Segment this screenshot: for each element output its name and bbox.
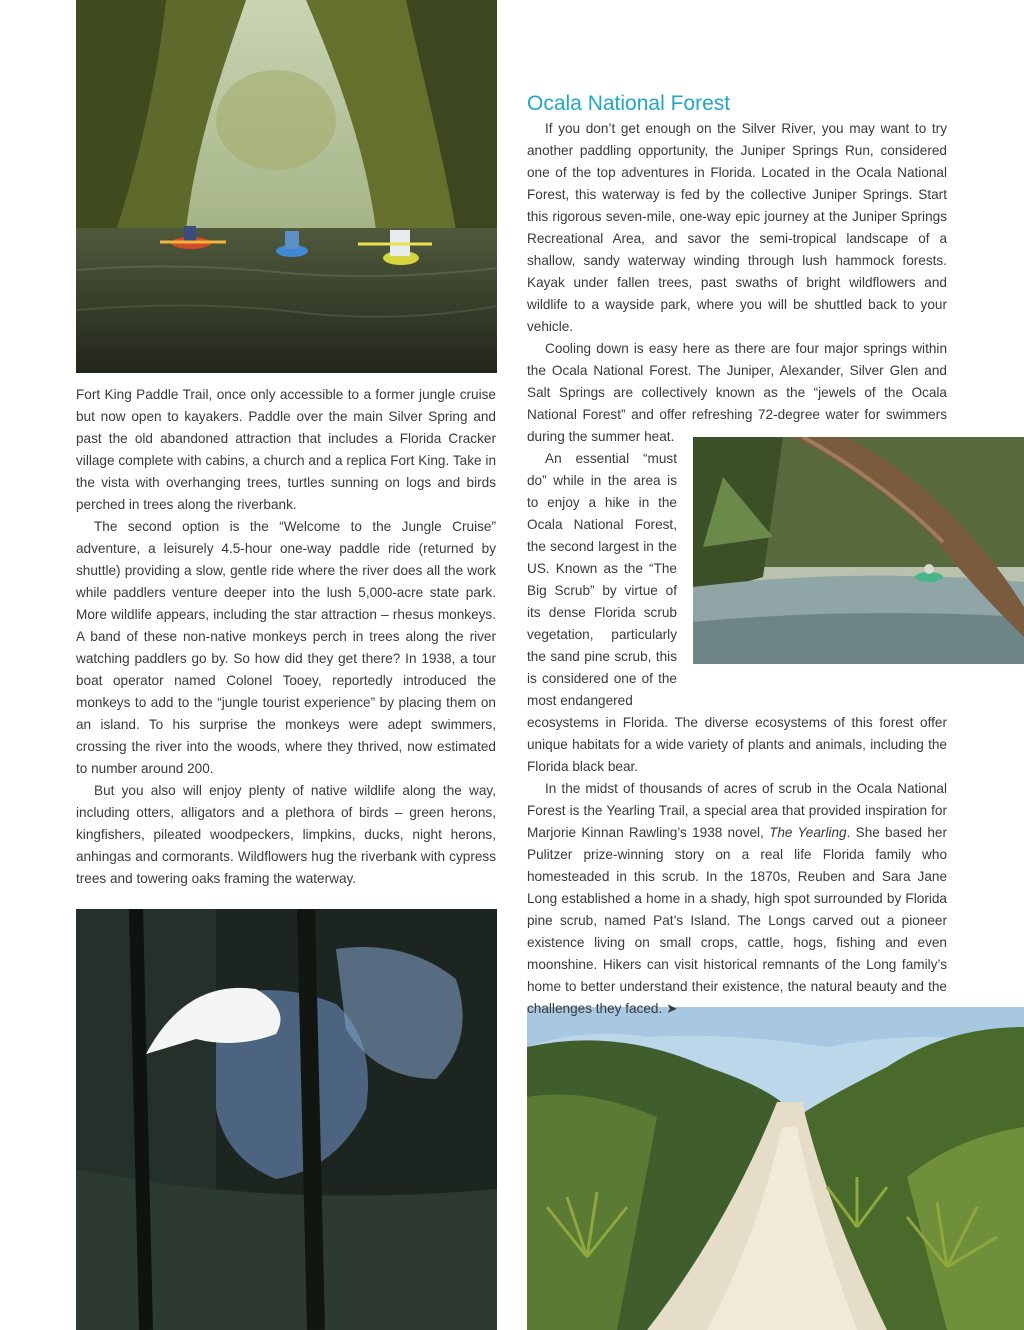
yearling-text-after: . She based her Pulitzer prize-winning story on a real life Florida family who homesteaded in this scrub. In the 1870s, Reuben and Sara Jane Long established a home in a shady, high spot surrounded by Florida pine scrub, named Pat’s Island. The Longs carved out a pioneer existence living on small crops, cattle, hogs, fishing and even moonshine. Hikers can visit historical remnants of the Long family’s home to better understand their existence, the natural beauty and the challenges they faced.	[527, 825, 947, 1016]
paragraph-cooling-down: Cooling down is easy here as there are four major springs within the Ocala National Forest. The Juniper, Alexander, Silver Glen and Salt Springs are collectively known as the “jewels of the Ocala National Forest” and offer refreshing 72-degree water for swimmers during the summer heat.	[527, 341, 947, 444]
paragraph-juniper-springs: If you don’t get enough on the Silver River, you may want to try another paddling opportunity, the Juniper Springs Run, considered one of the top adventures in Florida. Located in the Ocala National Forest, this waterway is fed by the collective Juniper Springs. Start this rigorous seven-mile, one-way epic journey at the Juniper Springs Recreational Area, and savor the semi-tropical landscape of a shallow, sandy waterway winding through lush hammock forests. Kayak under fallen trees, past swaths of bright wildflowers and wildlife to a wayside park, where you will be shuttled back to your vehicle.	[527, 121, 947, 334]
continue-arrow-icon: ➤	[666, 1001, 678, 1016]
egret-photo	[76, 909, 497, 1330]
left-column	[76, 384, 496, 890]
paragraph-yearling-trail	[527, 778, 947, 1020]
book-title: The Yearling	[769, 825, 847, 840]
yearling-trail-photo	[527, 1007, 1024, 1330]
paragraph-must-do: An essential “must do” while in the area is to enjoy a hike in the Ocala National Forest, the second largest in the US. Known as the “The Big Scrub” by virtue of its dense Florida scrub vegetation, particularly the sand pine scrub, this is considered one of the most endangered	[527, 451, 677, 708]
section-heading: Ocala National Forest	[527, 92, 731, 115]
paragraph-fort-king: Fort King Paddle Trail, once only accessible to a former jungle cruise but now open to kayakers. Paddle over the main Silver Spring and past the old abandoned attraction that includes a Florida Cracker village complete with cabins, a church and a replica Fort King. Take in the vista with overhanging trees, turtles sunning on logs and birds perched in trees along the riverbank.	[76, 387, 496, 512]
paragraph-ecosystems: ecosystems in Florida. The diverse ecosystems of this forest offer unique habitats for a wide variety of plants and animals, including the Florida black bear.	[527, 715, 947, 774]
right-column	[527, 118, 947, 1020]
yearling-text-before: In the midst of thousands of acres of scrub in the Ocala National Forest is the Yearling Trail, a special area that provided inspiration for Marjorie Kinnan Rawling’s 1938 novel,	[527, 781, 947, 840]
paragraph-native-wildlife: But you also will enjoy plenty of native wildlife along the way, including otters, alligators and a plethora of birds – green herons, kingfishers, pileated woodpeckers, limpkins, ducks, night herons, anhingas and cormorants. Wildflowers hug the riverbank with cypress trees and towering oaks framing the waterway.	[76, 783, 496, 886]
kayak-river-photo	[76, 0, 497, 373]
paragraph-jungle-cruise: The second option is the “Welcome to the Jungle Cruise” adventure, a leisurely 4.5-hour one-way paddle ride (returned by shuttle) providing a slow, gentle ride where the river does all the work while paddlers venture deeper into the lush 5,000-acre state park. More wildlife appears, including the star attraction – rhesus monkeys. A band of these non-native monkeys perch in trees along the river watching paddlers go by. So how did they get there? In 1938, a tour boat operator named Colonel Tooey, reportedly introduced the monkeys to add to the “jungle tourist experience” by placing them on an island. To his surprise the monkeys were adept swimmers, crossing the river into the woods, where they thrived, now estimated to number around 200.	[76, 519, 496, 776]
